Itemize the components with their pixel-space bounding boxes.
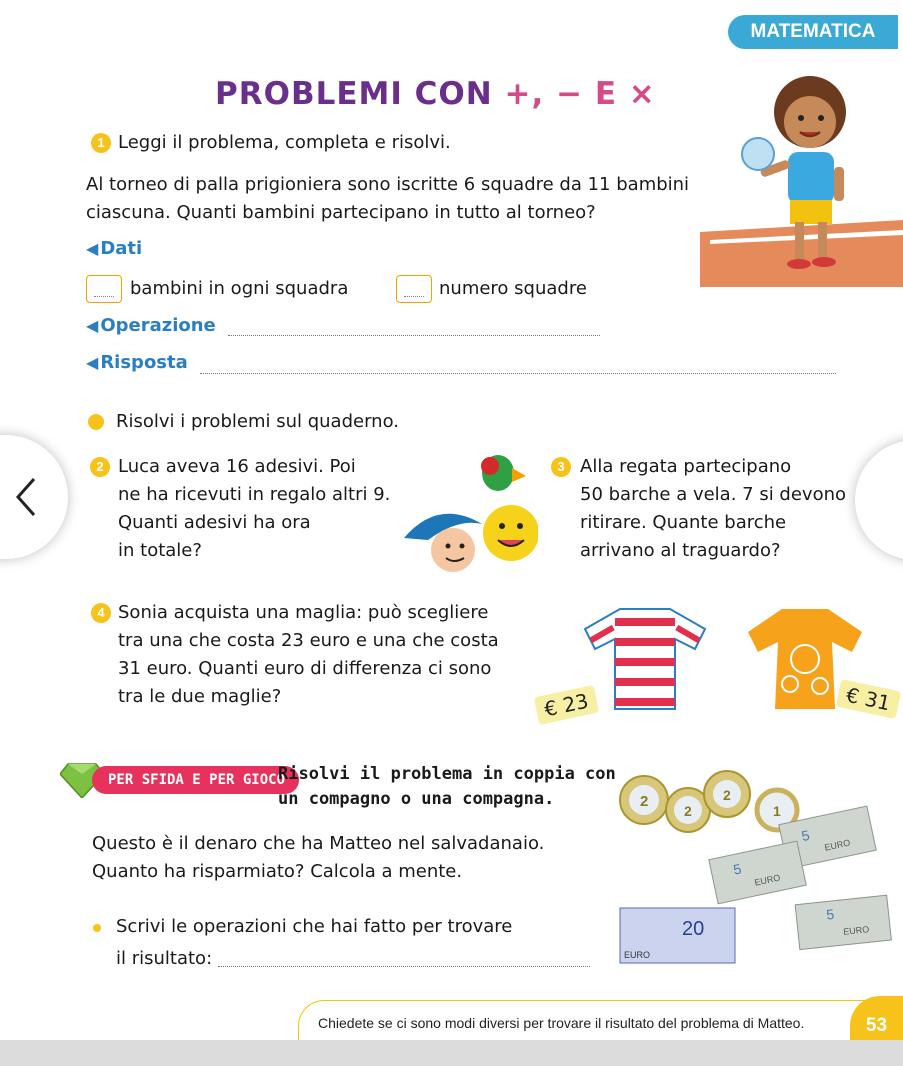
exercise-3-line3: ritirare. Quante barche bbox=[580, 512, 787, 533]
coin-2-euro bbox=[704, 771, 750, 817]
viewer-bottom-edge bbox=[0, 1040, 903, 1066]
exercise-4-line1: Sonia acquista una maglia: può scegliere bbox=[118, 602, 489, 623]
boy-with-ball-illustration bbox=[700, 72, 903, 287]
subject-tab: MATEMATICA bbox=[728, 15, 898, 49]
chevron-left-icon bbox=[12, 475, 40, 519]
exercise-1-problem-line2: ciascuna. Quanti bambini partecipano in tutto al torneo? bbox=[86, 202, 596, 223]
exercise-4-line3: 31 euro. Quanti euro di differenza ci sono bbox=[118, 658, 492, 679]
svg-text:5: 5 bbox=[800, 826, 812, 845]
exercise-4-line4: tra le due maglie? bbox=[118, 686, 282, 707]
bullet-dot bbox=[93, 924, 101, 932]
challenge-question1: Questo è il denaro che ha Matteo nel salvadanaio. bbox=[92, 833, 545, 854]
marker-icon: ◀ bbox=[86, 353, 99, 372]
exercise-2-line3: Quanti adesivi ha ora bbox=[118, 512, 311, 533]
exercise-2-line4: in totale? bbox=[118, 540, 202, 561]
banknote-5-euro bbox=[709, 841, 806, 904]
result-answer-line[interactable] bbox=[218, 966, 590, 967]
svg-text:EURO: EURO bbox=[842, 924, 870, 937]
challenge-bullet-line2: il risultato: bbox=[116, 948, 213, 969]
bullet-dot bbox=[88, 414, 104, 430]
notebook-instruction: Risolvi i problemi sul quaderno. bbox=[116, 411, 399, 432]
banknote-5-euro bbox=[795, 895, 891, 949]
risposta-answer-line[interactable] bbox=[200, 373, 836, 374]
svg-text:2: 2 bbox=[640, 793, 649, 810]
field-label-bambini: bambini in ogni squadra bbox=[130, 278, 349, 299]
svg-text:EURO: EURO bbox=[753, 872, 782, 888]
marker-icon: ◀ bbox=[86, 239, 99, 258]
striped-shirt-illustration bbox=[575, 604, 715, 714]
exercise-1-problem-line1: Al torneo di palla prigioniera sono iscritte 6 squadre da 11 bambini bbox=[86, 174, 690, 195]
euro-money-illustration bbox=[612, 770, 903, 970]
exercise-3-line1: Alla regata partecipano bbox=[580, 456, 792, 477]
svg-text:5: 5 bbox=[825, 905, 835, 923]
exercise-3-line2: 50 barche a vela. 7 si devono bbox=[580, 484, 847, 505]
input-box-bambini[interactable] bbox=[86, 275, 122, 303]
challenge-line2: un compagno o una compagna. bbox=[278, 789, 555, 809]
exercise-2-badge: 2 bbox=[90, 457, 110, 477]
banknote-20-euro bbox=[620, 908, 735, 963]
title-prefix: PROBLEMI CON bbox=[215, 76, 505, 112]
page-title bbox=[215, 76, 656, 112]
svg-text:EURO: EURO bbox=[624, 950, 651, 960]
svg-text:EURO: EURO bbox=[823, 837, 852, 853]
marker-icon: ◀ bbox=[86, 316, 99, 335]
exercise-1-badge: 1 bbox=[91, 133, 111, 153]
svg-text:20: 20 bbox=[682, 918, 705, 940]
exercise-3-line4: arrivano al traguardo? bbox=[580, 540, 781, 561]
operazione-label: ◀ Operazione bbox=[86, 315, 216, 336]
challenge-badge: PER SFIDA E PER GIOCO bbox=[92, 766, 299, 794]
field-label-squadre: numero squadre bbox=[439, 278, 587, 299]
risposta-label: ◀ Risposta bbox=[86, 352, 188, 373]
svg-text:5: 5 bbox=[731, 860, 743, 878]
price-tag-23: € 23 bbox=[534, 685, 599, 725]
pirate-parrot-illustration bbox=[398, 448, 538, 578]
footer-note: Chiedete se ci sono modi diversi per trovare il risultato del problema di Matteo. bbox=[318, 1015, 805, 1031]
svg-text:1: 1 bbox=[773, 803, 781, 819]
dati-label: ◀ Dati bbox=[86, 238, 143, 259]
exercise-3-badge: 3 bbox=[551, 457, 571, 477]
challenge-question2: Quanto ha risparmiato? Calcola a mente. bbox=[92, 861, 463, 882]
exercise-1-instruction: Leggi il problema, completa e risolvi. bbox=[118, 132, 451, 153]
exercise-4-line2: tra una che costa 23 euro e una che costa bbox=[118, 630, 499, 651]
page-number: 53 bbox=[850, 996, 903, 1056]
svg-text:2: 2 bbox=[684, 803, 692, 819]
exercise-4-badge: 4 bbox=[91, 603, 111, 623]
price-tag-31: € 31 bbox=[836, 679, 901, 719]
coin-2-euro bbox=[620, 776, 668, 824]
input-box-squadre[interactable] bbox=[396, 275, 432, 303]
svg-text:2: 2 bbox=[723, 787, 731, 803]
operazione-answer-line[interactable] bbox=[228, 335, 600, 336]
exercise-2-line2: ne ha ricevuti in regalo altri 9. bbox=[118, 484, 391, 505]
exercise-2-line1: Luca aveva 16 adesivi. Poi bbox=[118, 456, 356, 477]
challenge-line1: Risolvi il problema in coppia con bbox=[278, 764, 616, 784]
challenge-bullet-line1: Scrivi le operazioni che hai fatto per trovare bbox=[116, 916, 513, 937]
title-operators: +, − E × bbox=[504, 76, 656, 112]
